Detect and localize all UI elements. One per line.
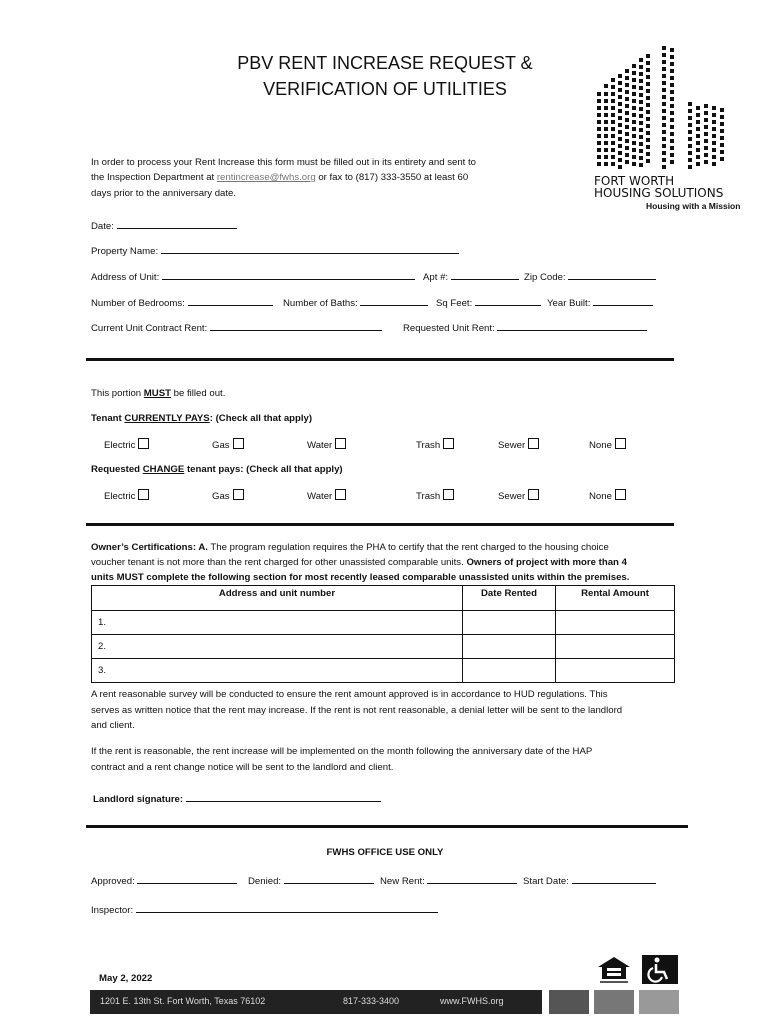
current-none[interactable] <box>589 438 626 451</box>
change-none[interactable] <box>589 489 626 502</box>
current-sewer[interactable] <box>498 438 539 451</box>
fwhs-logo <box>592 44 741 214</box>
intro-line-1: In order to process your Rent Increase this form must be filled out in its entirety and sent to <box>91 157 477 168</box>
must-note-pre: This portion <box>91 388 144 399</box>
baths-field[interactable] <box>283 296 428 309</box>
address-line[interactable] <box>162 270 415 280</box>
survey-line-3: and client. <box>91 720 135 731</box>
current-gas-checkbox[interactable] <box>233 438 244 449</box>
property-name-label: Property Name: <box>91 246 159 257</box>
table-row <box>92 659 675 683</box>
change-none-checkbox[interactable] <box>615 489 626 500</box>
landlord-signature-field[interactable] <box>93 792 381 805</box>
current-none-checkbox[interactable] <box>615 438 626 449</box>
change-electric[interactable] <box>104 489 149 502</box>
current-electric[interactable] <box>104 438 149 451</box>
approved-label: Approved: <box>91 876 135 887</box>
apt-field[interactable] <box>423 270 519 283</box>
footer-bar <box>90 990 542 1014</box>
date-label: Date: <box>91 221 114 232</box>
section-divider <box>86 358 674 361</box>
start-date-field[interactable] <box>523 874 656 887</box>
date-line[interactable] <box>117 219 237 229</box>
change-sewer-checkbox[interactable] <box>528 489 539 500</box>
table-row <box>92 611 675 635</box>
reasonable-line-2: contract and a rent change notice will be sent to the landlord and client. <box>91 762 394 773</box>
inspector-field[interactable] <box>91 903 438 916</box>
section-divider-2 <box>86 523 674 526</box>
denied-field[interactable] <box>248 874 374 887</box>
footer-address: 1201 E. 13th St. Fort Worth, Texas 76102 <box>100 996 266 1006</box>
row-2-number: 2. <box>98 641 107 652</box>
intro-line-3: days prior to the anniversary date. <box>91 188 237 199</box>
owner-cert-label: Owner’s Certifications: A. <box>91 542 208 553</box>
current-water-label: Water <box>307 440 333 451</box>
change-trash-checkbox[interactable] <box>443 489 454 500</box>
current-water[interactable] <box>307 438 346 451</box>
approved-field[interactable] <box>91 874 237 887</box>
requested-rent-field[interactable] <box>403 321 647 334</box>
footer-block-1 <box>549 990 589 1014</box>
current-rent-line[interactable] <box>210 321 382 331</box>
change-water[interactable] <box>307 489 346 502</box>
property-name-field[interactable] <box>91 244 459 257</box>
sqft-field[interactable] <box>436 296 541 309</box>
new-rent-line[interactable] <box>427 874 517 884</box>
bedrooms-line[interactable] <box>188 296 273 306</box>
current-rent-field[interactable] <box>91 321 382 334</box>
survey-line-2: serves as written notice that the rent may increase. If the rent is not rent reasonable, a denial letter will be sent to the landlord <box>91 705 623 716</box>
row-1-date[interactable] <box>463 611 556 635</box>
office-use-heading: FWHS OFFICE USE ONLY <box>326 847 444 858</box>
current-none-label: None <box>589 440 612 451</box>
address-field[interactable] <box>91 270 415 283</box>
year-built-line[interactable] <box>593 296 653 306</box>
change-sewer-label: Sewer <box>498 491 526 502</box>
inspector-label: Inspector: <box>91 905 134 916</box>
change-electric-checkbox[interactable] <box>138 489 149 500</box>
date-field[interactable] <box>91 219 237 232</box>
apt-label: Apt #: <box>423 272 449 283</box>
must-note <box>91 388 225 399</box>
owner-cert-line-1 <box>91 542 609 553</box>
intro-line-2-post: or fax to (817) 333-3550 at least 60 <box>315 172 469 183</box>
section-divider-3 <box>86 825 688 828</box>
logo-name-line-1: FORT WORTH <box>594 174 675 188</box>
requested-rent-label: Requested Unit Rent: <box>403 323 495 334</box>
currently-post: : (Check all that apply) <box>209 413 313 424</box>
email-link[interactable]: rentincrease@fwhs.org <box>216 172 316 183</box>
landlord-signature-line[interactable] <box>186 792 381 802</box>
currently-word: CURRENTLY PAYS <box>124 413 210 424</box>
title-line-1: PBV RENT INCREASE REQUEST & <box>237 53 533 73</box>
change-pre: Requested <box>91 464 143 475</box>
bedrooms-label: Number of Bedrooms: <box>91 298 185 309</box>
zip-label: Zip Code: <box>524 272 566 283</box>
logo-tagline: Housing with a Mission <box>646 201 741 211</box>
zip-field[interactable] <box>524 270 656 283</box>
change-sewer[interactable] <box>498 489 539 502</box>
page-title <box>180 50 590 102</box>
change-post: tenant pays: (Check all that apply) <box>184 464 343 475</box>
comparable-units-table <box>91 585 675 683</box>
sqft-line[interactable] <box>475 296 541 306</box>
sqft-label: Sq Feet: <box>436 298 473 309</box>
table-row <box>92 635 675 659</box>
address-label: Address of Unit: <box>91 272 160 283</box>
denied-line[interactable] <box>284 874 374 884</box>
current-rent-label: Current Unit Contract Rent: <box>91 323 208 334</box>
zip-line[interactable] <box>568 270 656 280</box>
new-rent-label: New Rent: <box>380 876 425 887</box>
reasonable-line-1: If the rent is reasonable, the rent increase will be implemented on the month following the anniversary date of the HAP <box>91 746 593 757</box>
year-built-field[interactable] <box>547 296 653 309</box>
intro-line-2-pre: the Inspection Department at <box>91 172 217 183</box>
row-2-date[interactable] <box>463 635 556 659</box>
row-1-number: 1. <box>98 617 107 628</box>
baths-label: Number of Baths: <box>283 298 358 309</box>
change-gas-checkbox[interactable] <box>233 489 244 500</box>
approved-line[interactable] <box>137 874 237 884</box>
change-gas[interactable] <box>212 489 244 502</box>
must-note-post: be filled out. <box>170 388 226 399</box>
current-electric-label: Electric <box>104 440 136 451</box>
header-address: Address and unit number <box>92 586 463 611</box>
current-gas[interactable] <box>212 438 244 451</box>
bedrooms-field[interactable] <box>91 296 273 309</box>
property-name-line[interactable] <box>161 244 459 254</box>
title-line-2: VERIFICATION OF UTILITIES <box>263 79 507 99</box>
landlord-signature-label: Landlord signature: <box>93 794 184 805</box>
revision-date: May 2, 2022 <box>99 973 153 984</box>
building-logo-icon <box>592 44 737 174</box>
currently-pays-heading <box>91 413 312 424</box>
row-1-amount[interactable] <box>556 611 675 635</box>
logo-name-line-2: HOUSING SOLUTIONS <box>594 186 724 200</box>
header-date-rented: Date Rented <box>463 586 556 611</box>
row-3-number: 3. <box>98 665 107 676</box>
change-none-label: None <box>589 491 612 502</box>
change-word: CHANGE <box>142 464 185 475</box>
change-pays-heading <box>91 464 343 475</box>
row-1-address[interactable] <box>92 611 463 635</box>
currently-pre: Tenant <box>91 413 125 424</box>
owner-cert-text-2-bold: Owners of project with more than 4 <box>466 557 627 568</box>
current-trash-label: Trash <box>416 440 441 451</box>
intro-line-2 <box>91 172 468 183</box>
new-rent-field[interactable] <box>380 874 517 887</box>
owner-cert-line-2 <box>91 557 627 568</box>
row-2-address[interactable] <box>92 635 463 659</box>
row-3-address[interactable] <box>92 659 463 683</box>
current-gas-label: Gas <box>212 440 230 451</box>
start-date-line[interactable] <box>572 874 656 884</box>
current-sewer-label: Sewer <box>498 440 526 451</box>
must-word: MUST <box>143 388 171 399</box>
footer-block-3 <box>639 990 679 1014</box>
change-water-label: Water <box>307 491 333 502</box>
current-sewer-checkbox[interactable] <box>528 438 539 449</box>
apt-line[interactable] <box>451 270 519 280</box>
footer-phone: 817-333-3400 <box>343 996 400 1006</box>
change-water-checkbox[interactable] <box>335 489 346 500</box>
requested-rent-line[interactable] <box>497 321 647 331</box>
change-electric-label: Electric <box>104 491 136 502</box>
header-rental-amount: Rental Amount <box>556 586 675 611</box>
current-trash[interactable] <box>416 438 454 451</box>
owner-cert-text-2: voucher tenant is not more than the rent charged for other unassisted comparable units. <box>91 557 467 568</box>
year-built-label: Year Built: <box>547 298 591 309</box>
start-date-label: Start Date: <box>523 876 569 887</box>
change-trash[interactable] <box>416 489 454 502</box>
denied-label: Denied: <box>248 876 282 887</box>
table-header-row <box>92 586 675 611</box>
current-trash-checkbox[interactable] <box>443 438 454 449</box>
owner-cert-line-3: units MUST complete the following section for most recently leased comparable unassisted units within the premises. <box>91 572 630 583</box>
accessibility-icon <box>642 955 678 984</box>
footer-website[interactable]: www.FWHS.org <box>440 996 504 1006</box>
current-electric-checkbox[interactable] <box>138 438 149 449</box>
current-water-checkbox[interactable] <box>335 438 346 449</box>
row-3-date[interactable] <box>463 659 556 683</box>
change-gas-label: Gas <box>212 491 230 502</box>
row-3-amount[interactable] <box>556 659 675 683</box>
footer-block-2 <box>594 990 634 1014</box>
equal-housing-icon <box>596 956 632 984</box>
owner-cert-text-1: The program regulation requires the PHA to certify that the rent charged to the housing choice <box>207 542 609 553</box>
row-2-amount[interactable] <box>556 635 675 659</box>
baths-line[interactable] <box>360 296 428 306</box>
inspector-line[interactable] <box>136 903 438 913</box>
change-trash-label: Trash <box>416 491 441 502</box>
survey-line-1: A rent reasonable survey will be conducted to ensure the rent amount approved is in accordance to HUD regulations. This <box>91 689 608 700</box>
